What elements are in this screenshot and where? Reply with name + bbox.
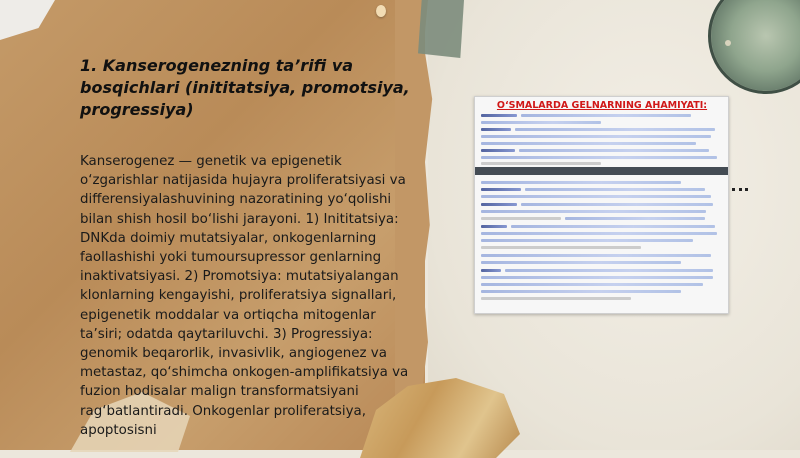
plate-dot-decoration	[725, 40, 731, 46]
tape-decoration	[418, 0, 464, 58]
slide-title: 1. Kanserogenezning ta’rifi va bosqichlari (inititatsiya, promotsiya, progressiya)	[80, 56, 410, 119]
slide-image-band	[475, 167, 728, 175]
slide-image	[474, 96, 729, 314]
pin-decoration	[376, 5, 386, 17]
slide-body-text: Kanserogenez — genetik va epigenetik o‘zgarishlar natijasida hujayra proliferatsiyasi va differensiyalashuvining nazoratining yo‘qolishi bilan shish hosil bo‘lishi jarayoni. 1) Inititatsiya: DNKda doimiy mutatsiyalar, onkogenlarning faollashishi yoki tumoursupressor genlarning inaktivatsiyasi. 2) Promotsiya: mutatsiyalangan klonlarning kengayishi, proliferatsiya signallari, epigenetik moddalar va ortiqcha mitogenlar ta’siri; odatda qaytariluvchi. 3) Progressiya: genomik beqarorlik, invasivlik, angiogenez va metastaz, qo‘shimcha onkogen-amplifikatsiya va fuzion hodisalar malign transformatsiyani rag‘batlantiradi. Onkogenlar proliferatsiya, apoptosisni	[80, 154, 409, 438]
dotted-mark-decoration	[732, 188, 748, 195]
slide-image-title: O‘SMALARDA GELNARNING AHAMIYATI:	[496, 100, 708, 111]
